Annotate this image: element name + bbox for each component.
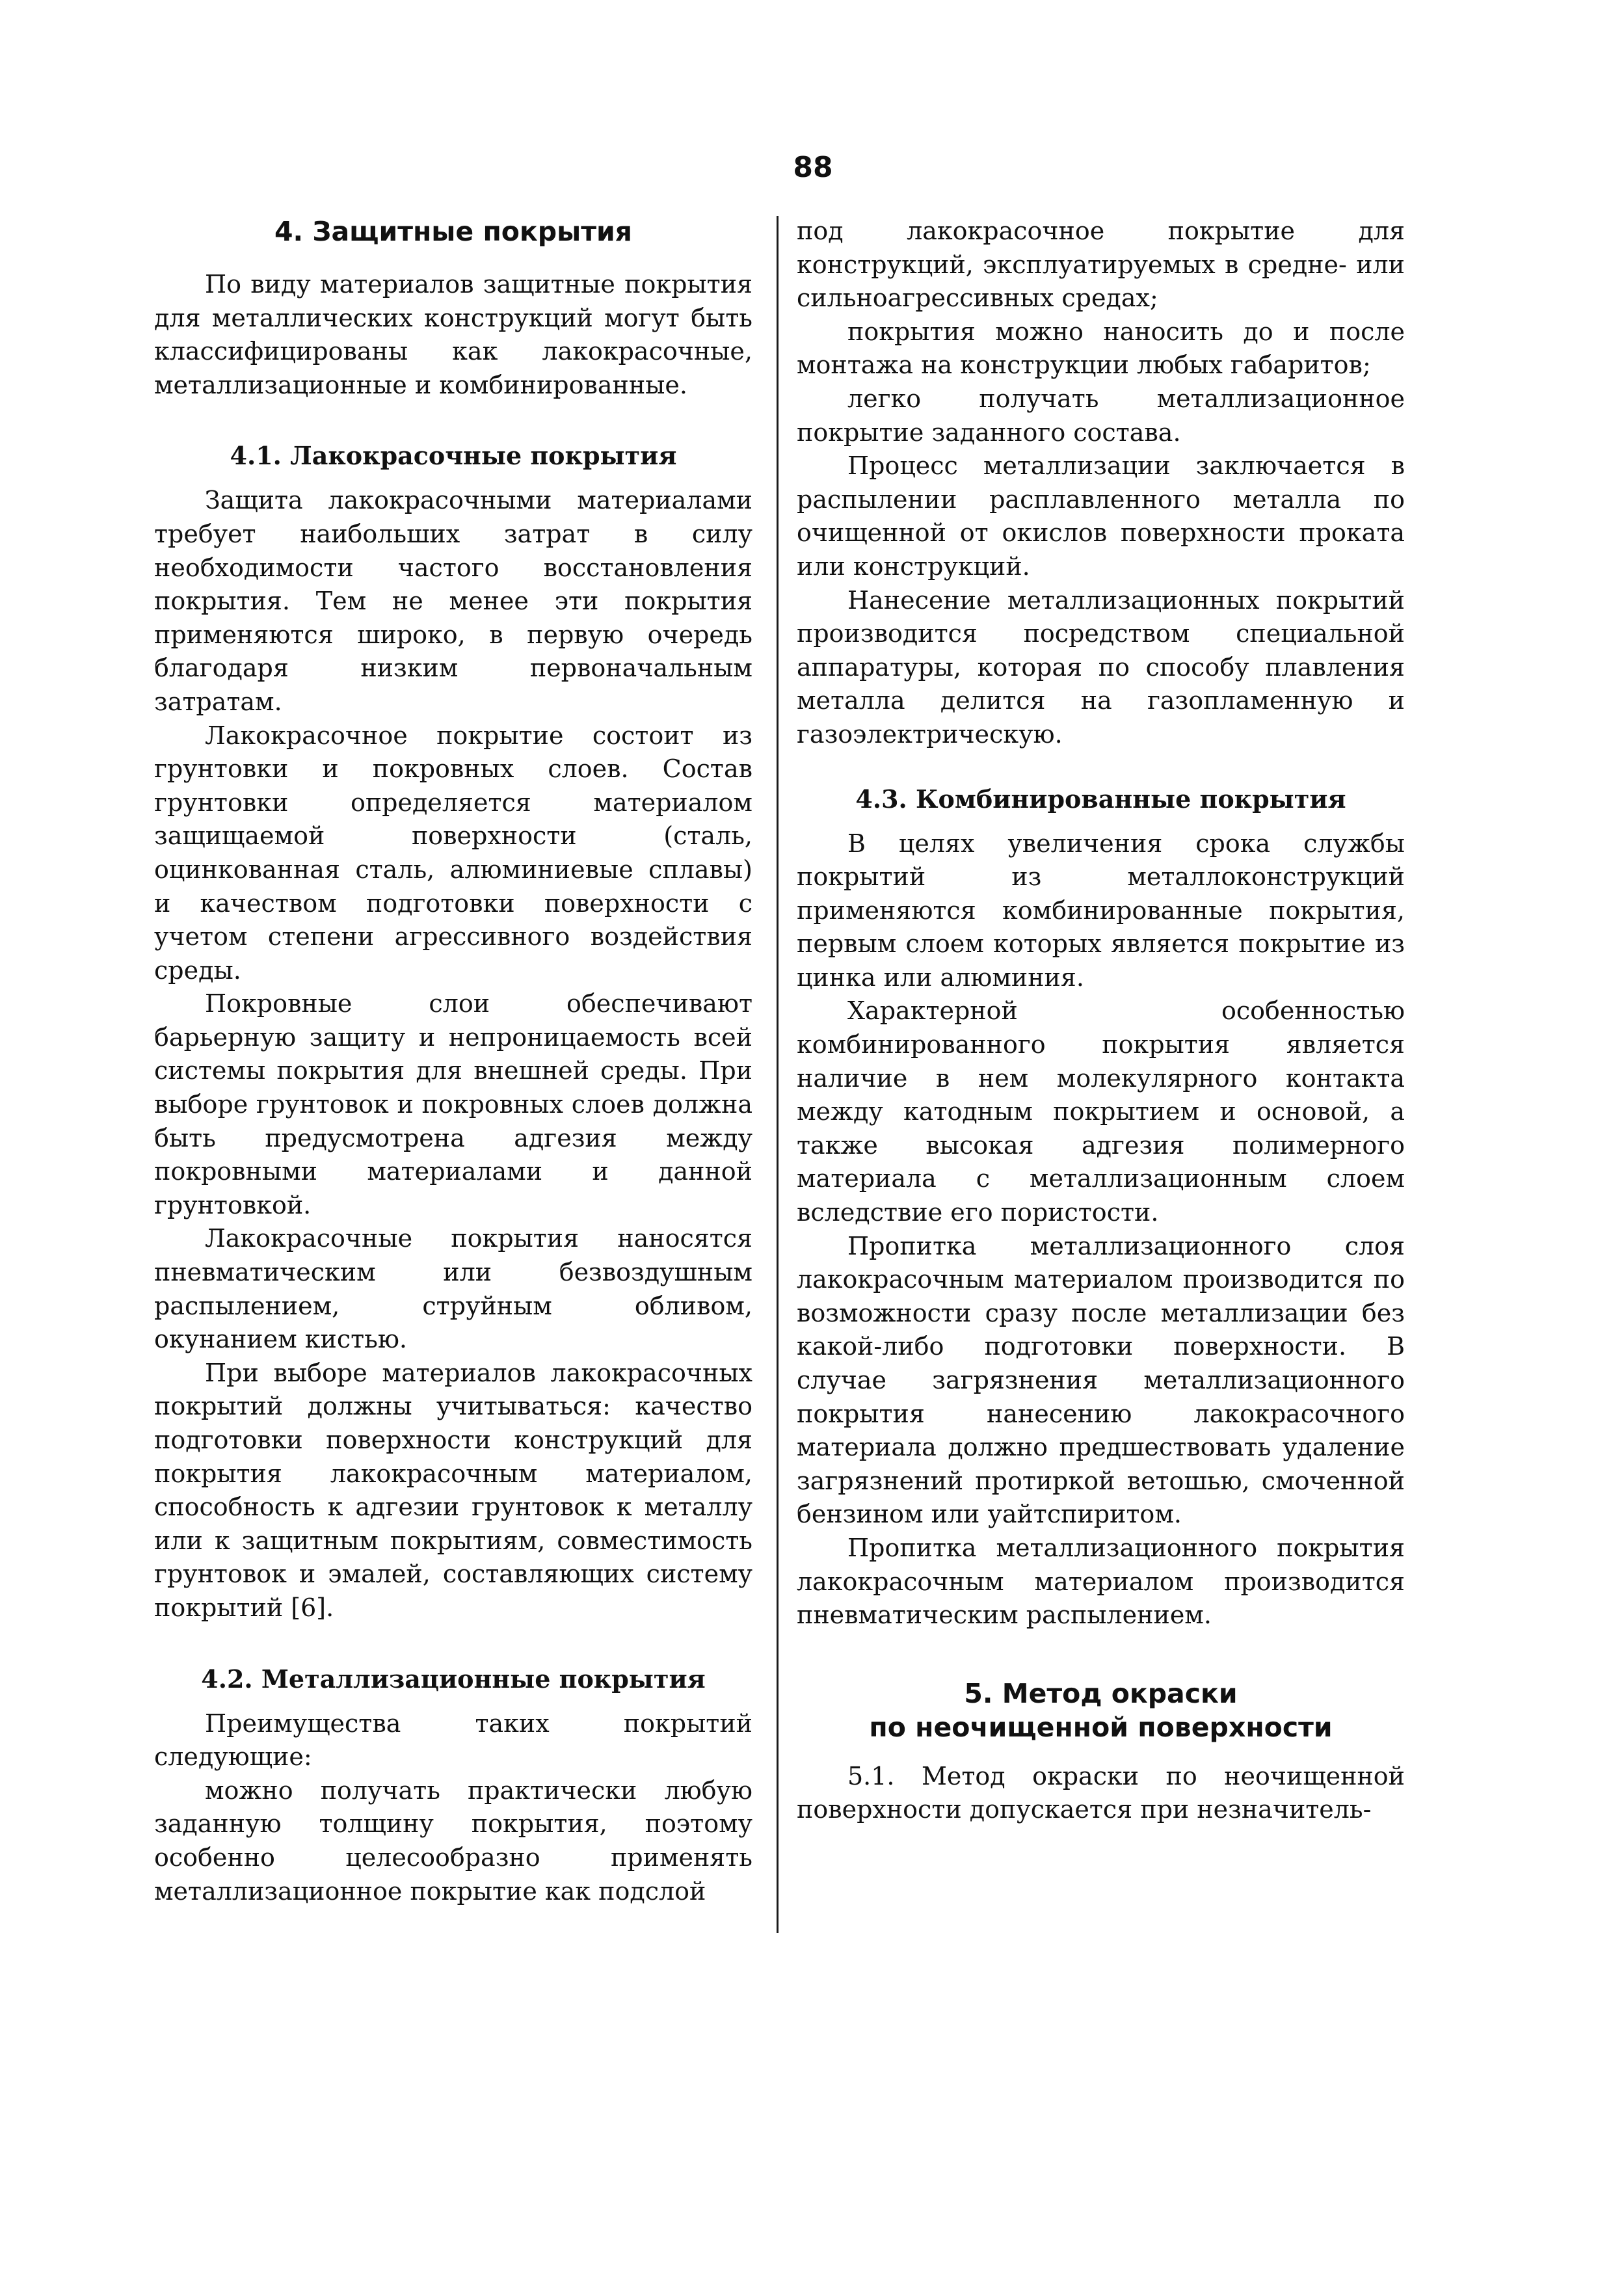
right-column	[797, 215, 1405, 1827]
subsection-4-1-paragraph-5: При выборе материалов лакокрасочных покрытий должны учитываться: качество подготовки поверхности конструкций для покрытия лакокрасочным материалом, способность к адгезии грунтовок к металлу или к защитным покрытиям, совместимость грунтовок и эмалей, составляющих систему покрытий [6].	[154, 1358, 752, 1622]
subsection-4-3-paragraph-3: Пропитка металлизационного слоя лакокрасочным материалом производится по возможности сразу после металлизации без какой-либо подготовки поверхности. В случае загрязнения металлизационного покрытия нанесению лакокрасочного материала должно предшествовать удаление загрязнений протиркой ветошью, смоченной бензином или уайтспиритом.	[797, 1231, 1405, 1529]
section-5-paragraph-1: 5.1. Метод окраски по неочищенной поверхности допускается при незначитель-	[797, 1761, 1405, 1824]
column-divider	[777, 216, 779, 1933]
section-5-title-line-2: по неочищенной поверхности	[869, 1711, 1333, 1743]
section-4-paragraph: По виду материалов защитные покрытия для металлических конструкций могут быть классифицированы как лакокрасочные, металлизационные и комбинированные.	[154, 270, 752, 399]
subsection-4-1-paragraph-3: Покровные слои обеспечивают барьерную защиту и непроницаемость всей системы покрытия для внешней среды. При выборе грунтовок и покровных слоев должна быть предусмотрена адгезия между покровными материалами и данной грунтовкой.	[154, 989, 752, 1219]
left-column	[154, 215, 752, 1908]
subsection-4-2-paragraph-6: Нанесение металлизационных покрытий производится посредством специальной аппаратуры, которая по способу плавления металла делится на газопламенную и газоэлектрическую.	[797, 585, 1405, 749]
subsection-4-2-paragraph-2-continued: под лакокрасочное покрытие для конструкций, эксплуатируемых в средне- или сильноагрессивных средах;	[797, 217, 1405, 313]
section-4-title: 4. Защитные покрытия	[274, 216, 633, 247]
subsection-4-1-paragraph-4: Лакокрасочные покрытия наносятся пневматическим или безвоздушным распылением, струйным обливом, окунанием кистью.	[154, 1224, 752, 1354]
subsection-4-1-paragraph-2: Лакокрасочное покрытие состоит из грунтовки и покровных слоев. Состав грунтовки определяется материалом защищаемой поверхности (сталь, оцинкованная сталь, алюминиевые сплавы) и качеством подготовки поверхности с учетом степени агрессивного воздействия среды.	[154, 721, 752, 985]
subsection-4-2-paragraph-3: покрытия можно наносить до и после монтажа на конструкции любых габаритов;	[797, 317, 1405, 380]
subsection-4-2-paragraph-5: Процесс металлизации заключается в распылении расплавленного металла по очищенной от окислов поверхности проката или конструкций.	[797, 451, 1405, 581]
subsection-4-3-paragraph-2: Характерной особенностью комбинированного покрытия является наличие в нем молекулярного контакта между катодным покрытием и основой, а также высокая адгезия полимерного материала с металлизационным слоем вследствие его пористости.	[797, 996, 1405, 1227]
subsection-4-3-paragraph-4: Пропитка металлизационного покрытия лакокрасочным материалом производится пневматическим распылением.	[797, 1533, 1405, 1630]
subsection-4-3-paragraph-1: В целях увеличения срока службы покрытий из металлоконструкций применяются комбинированные покрытия, первым слоем которых является покрытие из цинка или алюминия.	[797, 829, 1405, 992]
subsection-4-2-title: 4.2. Металлизационные покрытия	[201, 1664, 706, 1694]
subsection-4-1-title: 4.1. Лакокрасочные покрытия	[230, 441, 677, 471]
subsection-4-1-paragraph-1: Защита лакокрасочными материалами требует наибольших затрат в силу необходимости частого восстановления покрытия. Тем не менее эти покрытия применяются широко, в первую очередь благодаря низким первоначальным затратам.	[154, 486, 752, 716]
subsection-4-3-title: 4.3. Комбинированные покрытия	[855, 784, 1346, 814]
section-5-title-line-1: 5. Метод окраски	[964, 1677, 1238, 1709]
section-5-title	[797, 1677, 1405, 1744]
page-number: 88	[793, 151, 833, 184]
subsection-4-2-paragraph-1: Преимущества таких покрытий следующие:	[154, 1709, 752, 1772]
subsection-4-2-paragraph-2: можно получать практически любую заданную толщину покрытия, поэтому особенно целесообразно применять металлизационное покрытие как подслой	[154, 1776, 752, 1906]
subsection-4-2-paragraph-4: легко получать металлизационное покрытие заданного состава.	[797, 384, 1405, 447]
